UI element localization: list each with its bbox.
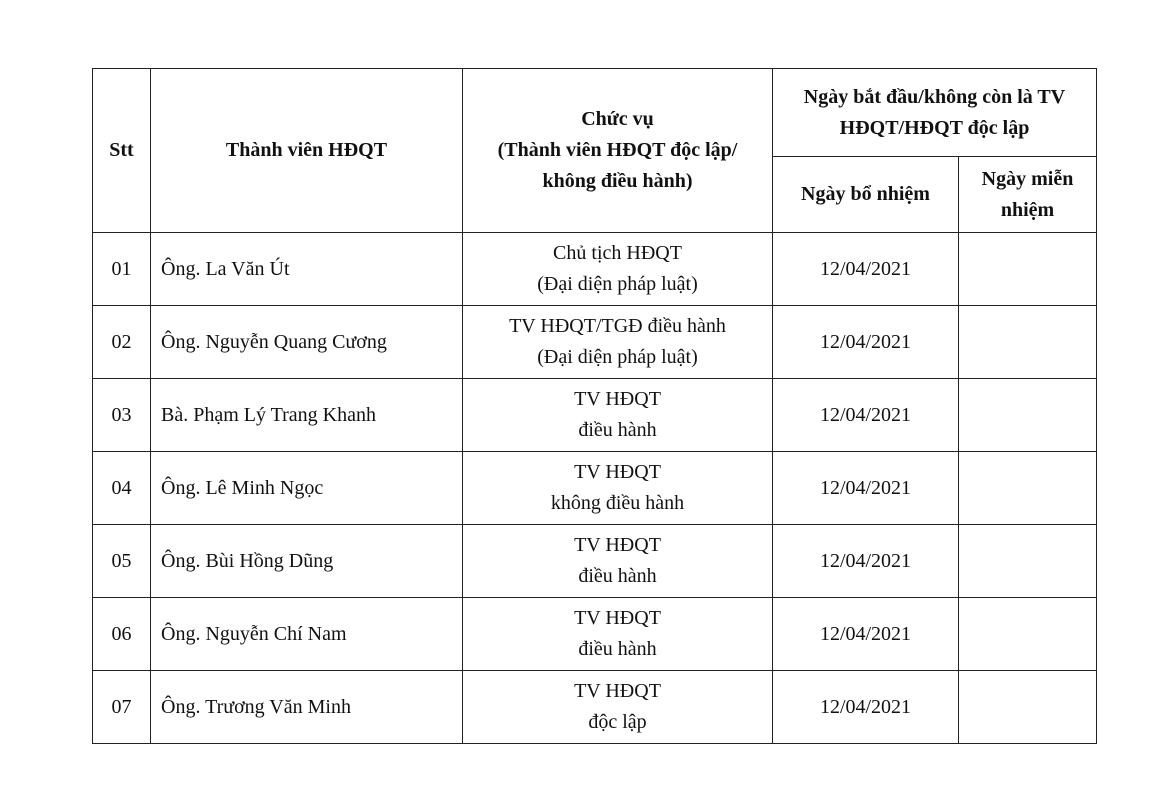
cell-stt: 04 [93, 452, 151, 525]
cell-position-line1: TV HĐQT [574, 680, 661, 702]
cell-dismissed-date [959, 598, 1097, 671]
cell-position-line1: Chủ tịch HĐQT [553, 242, 682, 264]
cell-position-line2: điều hành [578, 565, 657, 587]
cell-position-line1: TV HĐQT [574, 461, 661, 483]
cell-appointed-date: 12/04/2021 [773, 525, 959, 598]
cell-stt: 02 [93, 306, 151, 379]
header-appointed: Ngày bổ nhiệm [773, 157, 959, 233]
cell-appointed-date: 12/04/2021 [773, 598, 959, 671]
cell-position [463, 233, 773, 306]
cell-dismissed-date [959, 306, 1097, 379]
header-position-line1: Chức vụ [581, 108, 654, 130]
cell-stt: 07 [93, 671, 151, 744]
table-body [93, 233, 1097, 744]
cell-dismissed-date [959, 233, 1097, 306]
cell-stt: 05 [93, 525, 151, 598]
header-position-line2: (Thành viên HĐQT độc lập/ [497, 139, 738, 161]
cell-position-line1: TV HĐQT/TGĐ điều hành [509, 315, 726, 337]
cell-dismissed-date [959, 671, 1097, 744]
cell-position-line2: không điều hành [550, 492, 685, 514]
cell-stt: 06 [93, 598, 151, 671]
cell-position-line2: (Đại diện pháp luật) [537, 273, 698, 295]
table-row [93, 379, 1097, 452]
table-row [93, 233, 1097, 306]
cell-position [463, 306, 773, 379]
cell-dismissed-date [959, 525, 1097, 598]
cell-stt: 01 [93, 233, 151, 306]
cell-dismissed-date [959, 379, 1097, 452]
cell-dismissed-date [959, 452, 1097, 525]
cell-position-line1: TV HĐQT [574, 388, 661, 410]
cell-member-name: Ông. Bùi Hồng Dũng [151, 525, 463, 598]
cell-member-name: Ông. Trương Văn Minh [151, 671, 463, 744]
board-members-table [92, 68, 1097, 744]
table-row [93, 671, 1097, 744]
header-member: Thành viên HĐQT [151, 69, 463, 233]
table-row [93, 525, 1097, 598]
header-position-line3: không điều hành) [542, 170, 693, 192]
cell-appointed-date: 12/04/2021 [773, 306, 959, 379]
table-row [93, 306, 1097, 379]
cell-position-line2: điều hành [578, 638, 657, 660]
table-row [93, 452, 1097, 525]
cell-position-line2: (Đại diện pháp luật) [537, 346, 698, 368]
cell-appointed-date: 12/04/2021 [773, 452, 959, 525]
cell-position [463, 671, 773, 744]
header-dates-group: Ngày bắt đầu/không còn là TV HĐQT/HĐQT độc lập [773, 69, 1097, 157]
table-row [93, 598, 1097, 671]
cell-position-line1: TV HĐQT [574, 607, 661, 629]
cell-appointed-date: 12/04/2021 [773, 233, 959, 306]
cell-position [463, 598, 773, 671]
cell-position-line2: điều hành [578, 419, 657, 441]
header-position [463, 69, 773, 233]
header-dismissed: Ngày miễn nhiệm [959, 157, 1097, 233]
cell-member-name: Ông. La Văn Út [151, 233, 463, 306]
cell-member-name: Ông. Nguyễn Quang Cương [151, 306, 463, 379]
cell-member-name: Ông. Lê Minh Ngọc [151, 452, 463, 525]
cell-position-line1: TV HĐQT [574, 534, 661, 556]
cell-appointed-date: 12/04/2021 [773, 379, 959, 452]
cell-position [463, 452, 773, 525]
cell-position [463, 379, 773, 452]
cell-position-line2: độc lập [588, 711, 647, 733]
header-stt: Stt [93, 69, 151, 233]
cell-stt: 03 [93, 379, 151, 452]
cell-member-name: Bà. Phạm Lý Trang Khanh [151, 379, 463, 452]
cell-member-name: Ông. Nguyễn Chí Nam [151, 598, 463, 671]
cell-appointed-date: 12/04/2021 [773, 671, 959, 744]
cell-position [463, 525, 773, 598]
